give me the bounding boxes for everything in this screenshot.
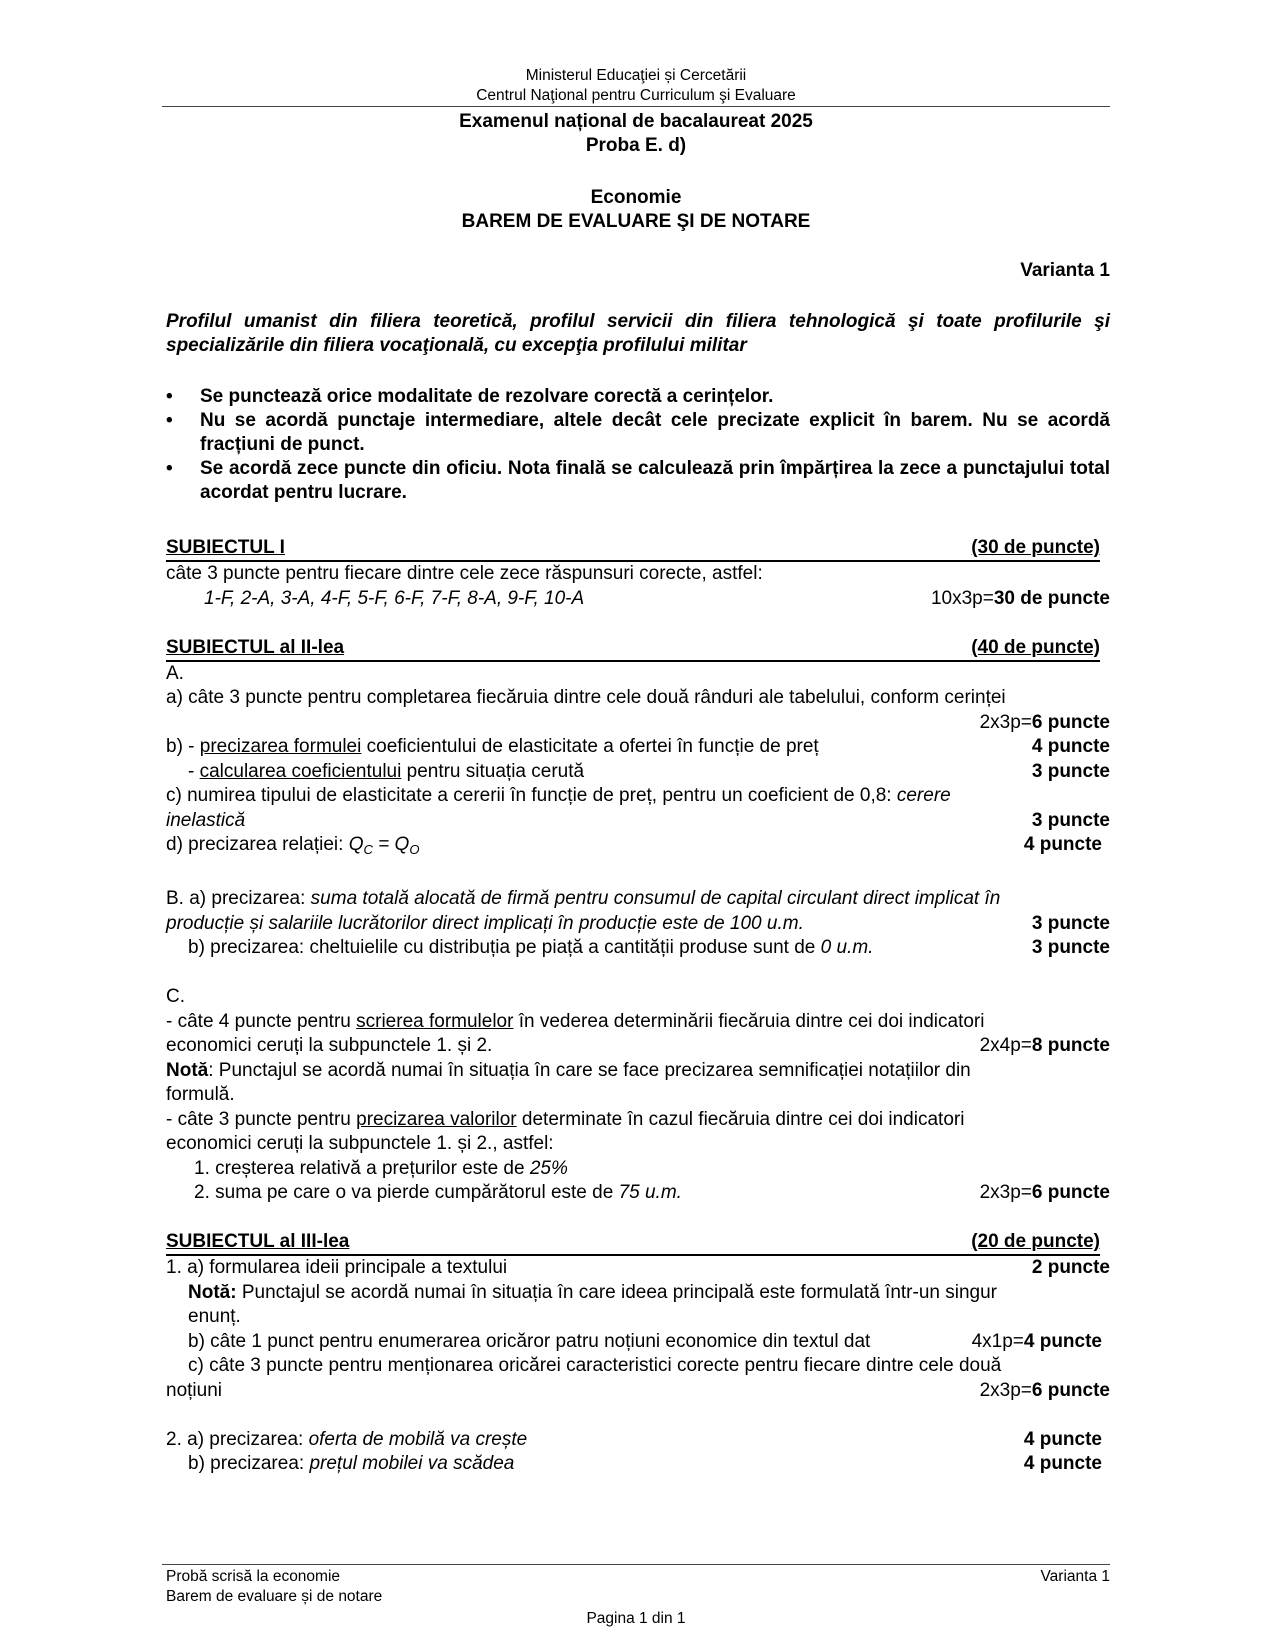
underlined-term: precizarea valorilor <box>356 1108 517 1130</box>
calc-prefix: 2x4p= <box>979 1035 1032 1056</box>
answer-text: producție și salariile lucrătorilor direct implicați în producție este de 100 u.m. <box>166 912 804 934</box>
item-points: 4 puncte <box>1023 1453 1102 1474</box>
item-points: 4 puncte <box>1023 834 1102 855</box>
exam-title-block <box>162 110 1110 158</box>
section-points: (40 de puncte) <box>971 636 1100 658</box>
note-text: : Punctajul se acordă numai în situația în care se face precizarea semnificației notațiilor din <box>208 1059 971 1081</box>
answer-text: 0 u.m. <box>820 937 874 958</box>
item-text: b) precizarea: cheltuielile cu distribuția pe piață a cantității produse sunt de <box>188 937 821 958</box>
section-points: (20 de puncte) <box>971 1231 1100 1252</box>
underlined-term: calcularea coeficientului <box>199 760 402 782</box>
footer-exam-name: Probă scrisă la economie <box>166 1568 341 1585</box>
item-text: noțiuni <box>166 1379 222 1401</box>
item-calc <box>980 1181 1110 1206</box>
section-points: (30 de puncte) <box>971 537 1100 558</box>
rule-text: Nu se acordă punctaje intermediare, altele decât cele precizate explicit în barem. Nu se acordă fracțiuni de punct. <box>200 410 1110 455</box>
rule-text: Se acordă zece puncte din oficiu. Nota finală se calculează prin împărțirea la zece a punctajului total acordat pentru lucrare. <box>200 458 1110 503</box>
s2-a-a: a) câte 3 puncte pentru completarea fiecăruia dintre cele două rânduri ale tabelului, conform cerinței <box>166 687 1006 708</box>
ministry-name: Ministerul Educaţiei și Cercetării <box>525 67 747 84</box>
section-title: SUBIECTUL al II-lea <box>166 636 345 658</box>
s2-c-l3 <box>166 1108 1110 1133</box>
calc-total: 6 puncte <box>1031 1379 1110 1401</box>
s1-intro: câte 3 puncte pentru fiecare dintre cele zece răspunsuri corecte, astfel: <box>166 563 763 584</box>
s2-c-note-cont: formulă. <box>166 1084 235 1105</box>
rule-item <box>166 457 1110 505</box>
item-prefix: 2. a) precizarea: <box>166 1428 309 1450</box>
item-text: 2. suma pe care o va pierde cumpărătorul este de <box>194 1182 619 1203</box>
s2-c-l4: economici ceruți la subpunctele 1. și 2., astfel: <box>166 1133 554 1154</box>
footer-divider <box>162 1564 1110 1565</box>
probe-title: Proba E. d) <box>585 135 687 156</box>
item-text: c) numirea tipului de elasticitate a cererii în funcție de preț, pentru un coeficient de 0,8: <box>166 785 897 806</box>
calc-prefix: 4x1p= <box>971 1330 1024 1352</box>
profile-statement: Profilul umanist din filiera teoretică, profilul servicii din filiera tehnologică şi toate profilurile şi specializările din filiera vocaţională, cu excepţia profilului militar <box>166 311 1110 356</box>
calc-prefix: 2x3p= <box>979 1182 1032 1203</box>
bullet-icon: • <box>166 386 173 407</box>
s2-a-b2 <box>166 760 1110 785</box>
item-points: 4 puncte <box>1023 1428 1102 1450</box>
item-prefix: b) precizarea: <box>188 1453 310 1474</box>
item-text: 1. creșterea relativă a prețurilor este de <box>194 1157 530 1179</box>
exam-title: Examenul național de bacalaureat 2025 <box>459 111 813 132</box>
bullet-icon: • <box>166 410 173 431</box>
s2-a-d <box>166 833 1110 863</box>
rule-item <box>166 385 1110 409</box>
calc-prefix: 2x3p= <box>979 711 1032 733</box>
calc-total: 6 puncte <box>1031 1182 1110 1203</box>
note-label: Notă <box>166 1059 209 1081</box>
header-divider <box>162 106 1110 107</box>
underlined-term: precizarea formulei <box>199 736 362 757</box>
item-prefix: - câte 3 puncte pentru <box>166 1108 357 1130</box>
s2-c-v1 <box>166 1157 1110 1182</box>
item-prefix: b) - <box>166 736 200 757</box>
calc-total: 6 puncte <box>1031 711 1110 733</box>
s2-c-note <box>166 1059 1110 1084</box>
item-points: 2 puncte <box>1031 1257 1110 1278</box>
s2-c-v2 <box>166 1181 1110 1206</box>
document-title-block <box>162 186 1110 234</box>
calc-total: 30 de puncte <box>993 587 1110 609</box>
item-text: 1. a) formularea ideii principale a textului <box>166 1257 508 1278</box>
item-prefix: - <box>188 760 200 782</box>
s3-1a <box>166 1256 1110 1281</box>
calc-total: 4 puncte <box>1023 1330 1102 1352</box>
item-text: coeficientului de elasticitate a ofertei în funcție de preț <box>361 736 819 757</box>
item-text: d) precizarea relației: <box>166 834 349 855</box>
s1-answers-line <box>166 587 1110 612</box>
answer-text: cerere <box>896 785 951 806</box>
item-calc <box>980 1379 1110 1404</box>
s3-1a-note-cont: enunț. <box>188 1306 241 1327</box>
item-calc <box>972 1330 1102 1355</box>
item-text: determinate în cazul fiecăruia dintre cei doi indicatori <box>516 1108 965 1130</box>
s3-2b <box>166 1452 1110 1477</box>
s2-a-a-calc-line <box>166 711 1110 736</box>
item-points: 3 puncte <box>1031 937 1110 958</box>
s3-1c: c) câte 3 puncte pentru menționarea oricărei caracteristici corecte pentru fiecare dintre cele două <box>188 1355 1002 1376</box>
s2-a-b1 <box>166 735 1110 760</box>
section-1-heading <box>166 536 1100 562</box>
answer-text: 75 u.m. <box>618 1182 682 1203</box>
footer-variant: Varianta 1 <box>1040 1568 1110 1585</box>
s2-a-c <box>166 784 1110 809</box>
item-points: 3 puncte <box>1031 809 1110 831</box>
item-prefix: - câte 4 puncte pentru <box>166 1010 357 1032</box>
calc-prefix: 2x3p= <box>979 1379 1032 1401</box>
s3-1b <box>166 1330 1110 1355</box>
section-title: SUBIECTUL al III-lea <box>166 1231 350 1252</box>
item-calc <box>980 1034 1110 1059</box>
s1-answers: 1-F, 2-A, 3-A, 4-F, 5-F, 6-F, 7-F, 8-A, 9-F, 10-A <box>204 587 585 609</box>
subject-title: Economie <box>590 187 682 208</box>
note-label: Notă: <box>188 1281 237 1303</box>
document-title: BAREM DE EVALUARE ŞI DE NOTARE <box>461 211 811 232</box>
s2-b-a-cont <box>166 912 1110 937</box>
answer-text: 25% <box>529 1157 568 1179</box>
page-header <box>162 66 1110 106</box>
variant-label: Varianta 1 <box>1020 260 1110 281</box>
page-number: Pagina 1 din 1 <box>586 1610 686 1627</box>
s2-b-b <box>166 936 1110 961</box>
s2-b-a <box>166 887 1110 912</box>
s2-a-label: A. <box>166 662 184 684</box>
section-3-heading <box>166 1230 1100 1256</box>
item-points: 3 puncte <box>1031 912 1110 934</box>
calc-prefix: 10x3p= <box>930 587 994 609</box>
footer-left <box>166 1567 382 1607</box>
s2-c-l1 <box>166 1010 1110 1035</box>
section-title: SUBIECTUL I <box>166 537 285 558</box>
item-text: economici ceruți la subpunctele 1. și 2. <box>166 1035 493 1056</box>
item-text: b) câte 1 punct pentru enumerarea oricăror patru noțiuni economice din textul dat <box>188 1330 871 1352</box>
rule-text: Se punctează orice modalitate de rezolvare corectă a cerințelor. <box>200 386 774 407</box>
item-text: în vederea determinării fiecăruia dintre cei doi indicatori <box>513 1010 985 1032</box>
s2-c-label: C. <box>166 986 185 1007</box>
section-2-heading <box>166 636 1100 662</box>
footer-doc-name: Barem de evaluare și de notare <box>166 1588 383 1605</box>
s3-2a <box>166 1428 1110 1453</box>
answer-text: oferta de mobilă va crește <box>308 1428 528 1450</box>
bullet-icon: • <box>166 458 173 479</box>
s3-1a-note <box>166 1281 1110 1306</box>
item-points: 3 puncte <box>1031 760 1110 782</box>
s2-a-c-cont <box>166 809 1110 834</box>
underlined-term: scrierea formulelor <box>356 1010 514 1032</box>
item-prefix: B. a) precizarea: <box>166 888 311 909</box>
center-name: Centrul Naţional pentru Curriculum şi Evaluare <box>476 87 796 104</box>
s2-a-a-calc <box>980 711 1110 736</box>
rule-item <box>166 409 1110 457</box>
s2-c-l2 <box>166 1034 1110 1059</box>
grading-content <box>166 536 1110 1477</box>
answer-text: inelastică <box>166 809 246 831</box>
item-text: pentru situația cerută <box>401 760 585 782</box>
note-text: Punctajul se acordă numai în situația în care ideea principală este formulată într-un singur <box>236 1281 997 1303</box>
general-rules <box>166 385 1110 505</box>
answer-text: suma totală alocată de firmă pentru consumul de capital circulant direct implicat în <box>310 888 1001 909</box>
s3-1c-cont <box>166 1379 1110 1404</box>
calc-total: 8 puncte <box>1031 1035 1110 1056</box>
relation-formula: $Q_C = Q_O$ <box>348 834 420 857</box>
answer-text: prețul mobilei va scădea <box>309 1453 515 1474</box>
item-points: 4 puncte <box>1031 736 1110 757</box>
s1-calc <box>931 587 1110 612</box>
